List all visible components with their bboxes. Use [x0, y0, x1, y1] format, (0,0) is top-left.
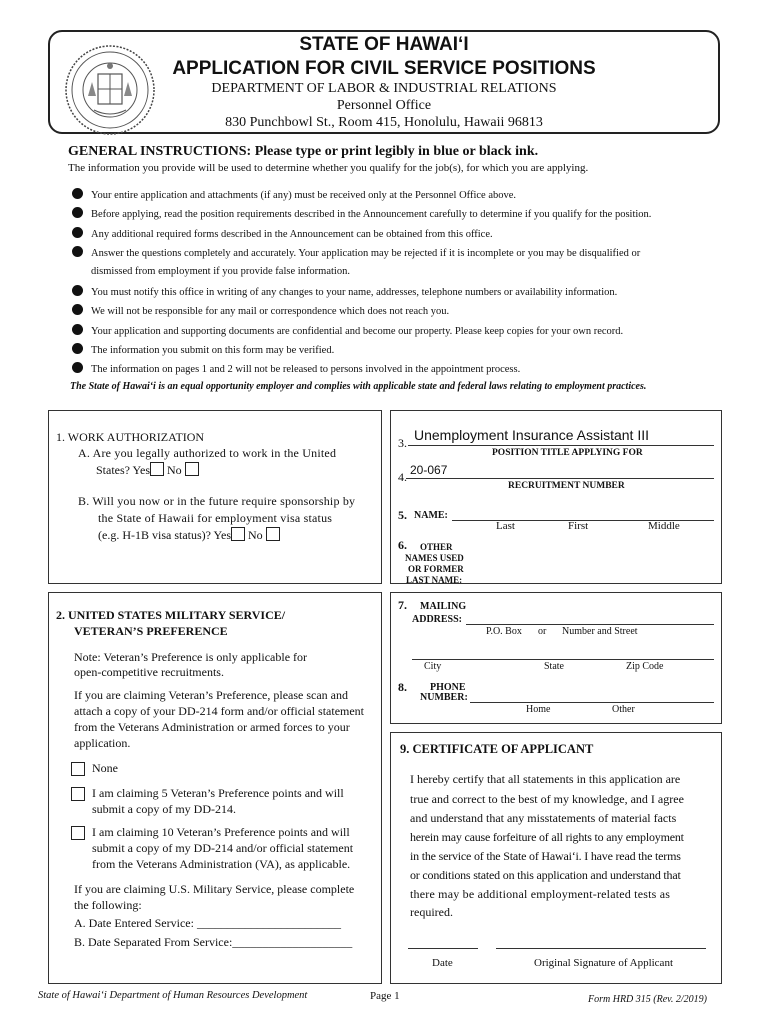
- item-number-8: 8.: [398, 680, 407, 694]
- instruction-bullet: Your application and supporting documents are confidential and become our property. Please keep copies for your own record.: [72, 324, 623, 337]
- item-number-4: 4.: [398, 470, 407, 484]
- yes-checkbox[interactable]: [231, 527, 245, 541]
- signature-field[interactable]: [496, 948, 706, 949]
- claim-text-line2: attach a copy of your DD-214 form and/or official statement: [74, 704, 365, 718]
- city-state-zip-field[interactable]: [412, 659, 714, 660]
- veteran-note: Note: Veteran’s Preference is only applicable for: [74, 650, 308, 664]
- question-a-line2: States? Yes No: [96, 462, 199, 478]
- no-label: No: [248, 528, 263, 542]
- general-instructions-subtitle: The information you provide will be used to determine whether you qualify for the job(s), for which you are applying.: [68, 162, 589, 174]
- other-names-label-line2: NAMES USED: [405, 553, 464, 563]
- item-number-7: 7.: [398, 598, 407, 612]
- yes-checkbox[interactable]: [150, 462, 164, 476]
- last-name-label: Last: [496, 520, 515, 532]
- five-points-label-line2: submit a copy of my DD-214.: [92, 802, 236, 816]
- bullet-icon: [72, 188, 83, 199]
- city-label: City: [424, 661, 442, 672]
- signature-label: Original Signature of Applicant: [534, 957, 673, 969]
- bullet-icon: [72, 227, 83, 238]
- middle-name-label: Middle: [648, 520, 680, 532]
- veteran-note-line2: open-competitive recruitments.: [74, 665, 224, 679]
- certificate-text-line4: herein may cause forfeiture of all rights to any employment: [410, 830, 684, 844]
- or-label: or: [538, 626, 547, 637]
- ten-points-label-line2: submit a copy of my DD-214 and/or official statement: [92, 841, 354, 855]
- military-title: 2. UNITED STATES MILITARY SERVICE/: [56, 608, 286, 622]
- certificate-text-line3: and understand that any misstatements of material facts: [410, 811, 677, 825]
- question-b-line2: the State of Hawaii for employment visa status: [98, 511, 333, 525]
- other-names-label-line3: OR FORMER: [408, 564, 464, 574]
- bullet-icon: [72, 324, 83, 335]
- certificate-text-line5: in the service of the State of Hawaiʻi. I have read the terms: [410, 849, 681, 863]
- other-names-label: OTHER: [420, 542, 453, 552]
- position-title-value[interactable]: Unemployment Insurance Assistant III: [414, 427, 649, 443]
- ten-points-label-line3: from the Veterans Administration (VA), as applicable.: [92, 857, 351, 871]
- certificate-text-line7: there may be additional employment-related tests as: [410, 887, 671, 901]
- instruction-bullet: Before applying, read the position requirements described in the Announcement carefully to determine if you qualify for the position.: [72, 207, 651, 220]
- claim-text: If you are claiming Veteran’s Preference, please scan and: [74, 688, 348, 702]
- title-state: STATE OF HAWAIʻI: [299, 34, 469, 55]
- no-checkbox[interactable]: [185, 462, 199, 476]
- position-title-line: [408, 445, 714, 446]
- mailing-address-label: MAILING: [420, 601, 467, 612]
- bullet-icon: [72, 362, 83, 373]
- office-address: 830 Punchbowl St., Room 415, Honolulu, Hawaii 96813: [225, 115, 543, 130]
- certificate-text-line6: or conditions stated on this application and understand that: [410, 868, 681, 882]
- date-field[interactable]: [408, 948, 478, 949]
- none-checkbox[interactable]: [71, 762, 85, 776]
- military-title-line2: VETERAN’S PREFERENCE: [74, 624, 228, 638]
- claim-text-line4: application.: [74, 736, 131, 750]
- page-number: Page 1: [370, 990, 400, 1002]
- footer-department: State of Hawaiʻi Department of Human Resources Development: [38, 990, 308, 1001]
- bullet-icon: [72, 207, 83, 218]
- state-label: State: [544, 661, 564, 672]
- instruction-bullet: Your entire application and attachments (if any) must be received only at the Personnel Office above.: [72, 188, 516, 201]
- instruction-bullet-continued: dismissed from employment if you provide false information.: [91, 266, 350, 277]
- question-b: B. Will you now or in the future require sponsorship by: [78, 494, 356, 508]
- date-entered-field[interactable]: A. Date Entered Service: ________________________: [74, 916, 341, 930]
- date-separated-field[interactable]: B. Date Separated From Service:____________________: [74, 935, 353, 949]
- phone-number-field[interactable]: [470, 702, 714, 703]
- item-number-3: 3.: [398, 436, 407, 450]
- bullet-icon: [72, 343, 83, 354]
- bullet-icon: [72, 285, 83, 296]
- title-application: APPLICATION FOR CIVIL SERVICE POSITIONS: [172, 58, 596, 79]
- five-points-checkbox[interactable]: [71, 787, 85, 801]
- eeo-statement: The State of Hawaiʻi is an equal opportunity employer and complies with applicable state and federal laws relating to employment practices.: [70, 381, 647, 392]
- instruction-bullet: The information on pages 1 and 2 will not be released to persons involved in the appointment process.: [72, 362, 520, 375]
- certificate-text-line2: true and correct to the best of my knowledge, and I agree: [410, 792, 684, 806]
- street-label: Number and Street: [562, 626, 638, 637]
- recruitment-number-line: [406, 478, 714, 479]
- zip-label: Zip Code: [626, 661, 664, 672]
- recruitment-number-label: RECRUITMENT NUMBER: [508, 481, 625, 491]
- question-b-line3: (e.g. H-1B visa status)? Yes No: [98, 527, 280, 543]
- other-phone-label: Other: [612, 704, 635, 715]
- recruitment-number-value[interactable]: 20-067: [410, 463, 448, 477]
- five-points-label: I am claiming 5 Veteran’s Preference points and will: [92, 786, 344, 800]
- ten-points-label: I am claiming 10 Veteran’s Preference points and will: [92, 825, 350, 839]
- item-number-5: 5.: [398, 508, 407, 522]
- other-names-field[interactable]: [468, 583, 714, 584]
- military-instructions-line2: the following:: [74, 898, 142, 912]
- claim-text-line3: from the Veterans Administration or armed forces to your: [74, 720, 350, 734]
- mailing-address-label-line2: ADDRESS:: [412, 614, 463, 625]
- office-name: Personnel Office: [336, 98, 432, 113]
- mailing-address-field[interactable]: [466, 624, 714, 625]
- po-box-label: P.O. Box: [486, 626, 522, 637]
- item-number-6: 6.: [398, 538, 407, 552]
- general-instructions-title: GENERAL INSTRUCTIONS: Please type or print legibly in blue or black ink.: [68, 144, 539, 159]
- no-checkbox[interactable]: [266, 527, 280, 541]
- phone-number-label: PHONE: [430, 682, 466, 693]
- first-name-label: First: [568, 520, 589, 532]
- certificate-text-line8: required.: [410, 905, 453, 919]
- home-phone-label: Home: [526, 704, 551, 715]
- ten-points-checkbox[interactable]: [71, 826, 85, 840]
- military-instructions: If you are claiming U.S. Military Service, please complete: [74, 882, 355, 896]
- bullet-icon: [72, 304, 83, 315]
- form-number: Form HRD 315 (Rev. 2/2019): [588, 994, 707, 1005]
- instruction-bullet: Any additional required forms described in the Announcement can be obtained from this office.: [72, 227, 493, 240]
- date-label: Date: [432, 957, 453, 969]
- phone-number-label-line2: NUMBER:: [420, 692, 468, 703]
- bullet-icon: [72, 246, 83, 257]
- position-title-label: POSITION TITLE APPLYING FOR: [492, 448, 643, 458]
- certificate-title: 9. CERTIFICATE OF APPLICANT: [400, 742, 594, 756]
- other-names-label-line4: LAST NAME:: [406, 575, 463, 585]
- certificate-text: I hereby certify that all statements in this application are: [410, 772, 681, 786]
- name-label: NAME:: [414, 510, 448, 521]
- work-authorization-title: 1. WORK AUTHORIZATION: [56, 430, 205, 444]
- instruction-bullet: You must notify this office in writing of any changes to your name, addresses, telephone numbers or availability information.: [72, 285, 617, 298]
- no-label: No: [167, 463, 182, 477]
- instruction-bullet: We will not be responsible for any mail or correspondence which does not reach you.: [72, 304, 449, 317]
- instruction-bullet: The information you submit on this form may be verified.: [72, 343, 334, 356]
- instruction-bullet: Answer the questions completely and accurately. Your application may be rejected if it is incomplete or you may be disqualified or: [72, 246, 640, 259]
- question-a: A. Are you legally authorized to work in the United: [78, 446, 337, 460]
- none-label: None: [92, 761, 118, 775]
- department-name: DEPARTMENT OF LABOR & INDUSTRIAL RELATIONS: [211, 81, 557, 96]
